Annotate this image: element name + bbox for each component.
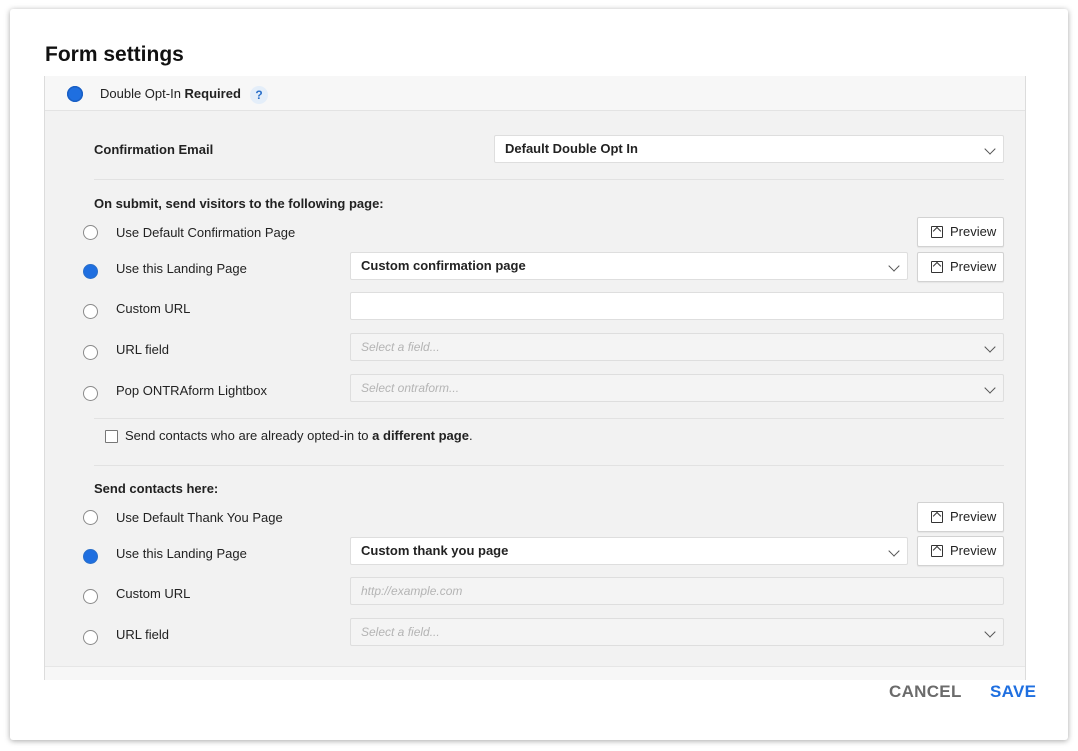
thank-you-url-field-radio[interactable] [83, 630, 98, 645]
thank-you-custom-url-radio[interactable] [83, 589, 98, 604]
double-optin-label-bold: Required [184, 86, 241, 101]
custom-url-input[interactable] [350, 292, 1004, 320]
preview-button-default-thank-you[interactable] [917, 502, 1004, 532]
divider [94, 179, 1004, 180]
url-field-radio[interactable] [83, 345, 98, 360]
divider [94, 465, 1004, 466]
chevron-down-icon [984, 626, 995, 637]
double-optin-row [45, 76, 1025, 111]
url-field-placeholder: Select a field... [361, 340, 440, 354]
already-opted-checkbox[interactable] [105, 430, 118, 443]
thank-you-landing-page-radio[interactable] [83, 549, 98, 564]
ontraform-select[interactable] [350, 374, 1004, 402]
thank-you-url-field-label: URL field [116, 627, 169, 642]
chevron-down-icon [984, 341, 995, 352]
preview-icon [931, 545, 943, 557]
save-button[interactable]: SAVE [990, 682, 1037, 701]
thank-you-landing-page-value: Custom thank you page [361, 543, 509, 558]
preview-icon [931, 511, 943, 523]
thank-you-url-field-select[interactable] [350, 618, 1004, 646]
thank-you-landing-page-label: Use this Landing Page [116, 546, 247, 561]
on-submit-heading: On submit, send visitors to the following page: [94, 196, 384, 211]
chevron-down-icon [984, 143, 995, 154]
double-optin-radio[interactable] [67, 86, 83, 102]
default-thank-you-radio[interactable] [83, 510, 98, 525]
preview-button-landing-page[interactable] [917, 252, 1004, 282]
thank-you-custom-url-input[interactable]: http://example.com [350, 577, 1004, 605]
chevron-down-icon [888, 260, 899, 271]
already-opted-prefix: Send contacts who are already opted-in to [125, 428, 373, 443]
landing-page-value: Custom confirmation page [361, 258, 526, 273]
preview-button-default-confirmation[interactable] [917, 217, 1004, 247]
ontraform-lightbox-label: Pop ONTRAform Lightbox [116, 383, 268, 398]
ontraform-placeholder: Select ontraform... [361, 381, 460, 395]
thank-you-landing-page-select[interactable] [350, 537, 908, 565]
send-contacts-heading: Send contacts here: [94, 481, 219, 496]
confirmation-email-select[interactable] [494, 135, 1004, 163]
double-optin-label [100, 86, 241, 101]
double-optin-label-prefix: Double Opt-In [100, 86, 185, 101]
default-thank-you-label: Use Default Thank You Page [116, 510, 283, 525]
preview-label: Preview [950, 259, 997, 274]
url-field-select[interactable] [350, 333, 1004, 361]
url-field-label: URL field [116, 342, 169, 357]
ontraform-lightbox-radio[interactable] [83, 386, 98, 401]
landing-page-label: Use this Landing Page [116, 261, 247, 276]
default-confirmation-label: Use Default Confirmation Page [116, 225, 296, 240]
already-opted-suffix: . [468, 428, 473, 443]
cancel-button[interactable]: CANCEL [889, 682, 962, 701]
dialog-title: Form settings [45, 43, 184, 66]
help-icon[interactable]: ? [250, 86, 268, 104]
custom-url-label: Custom URL [116, 301, 191, 316]
custom-url-radio[interactable] [83, 304, 98, 319]
preview-icon [931, 261, 943, 273]
default-confirmation-radio[interactable] [83, 225, 98, 240]
divider [94, 418, 1004, 419]
landing-page-radio[interactable] [83, 264, 98, 279]
landing-page-select[interactable] [350, 252, 908, 280]
form-settings-dialog [10, 9, 1068, 740]
preview-label: Preview [950, 224, 997, 239]
already-opted-label [125, 428, 473, 443]
thank-you-url-field-placeholder: Select a field... [361, 625, 440, 639]
already-opted-bold: a different page [372, 428, 469, 443]
preview-label: Preview [950, 509, 997, 524]
next-row-peek [45, 667, 1026, 680]
confirmation-email-label: Confirmation Email [94, 142, 214, 157]
confirmation-email-value: Default Double Opt In [505, 141, 638, 156]
chevron-down-icon [984, 382, 995, 393]
preview-label: Preview [950, 543, 997, 558]
chevron-down-icon [888, 545, 899, 556]
preview-icon [931, 226, 943, 238]
thank-you-custom-url-label: Custom URL [116, 586, 191, 601]
settings-panel [44, 76, 1026, 680]
preview-button-thank-you-landing-page[interactable] [917, 536, 1004, 566]
